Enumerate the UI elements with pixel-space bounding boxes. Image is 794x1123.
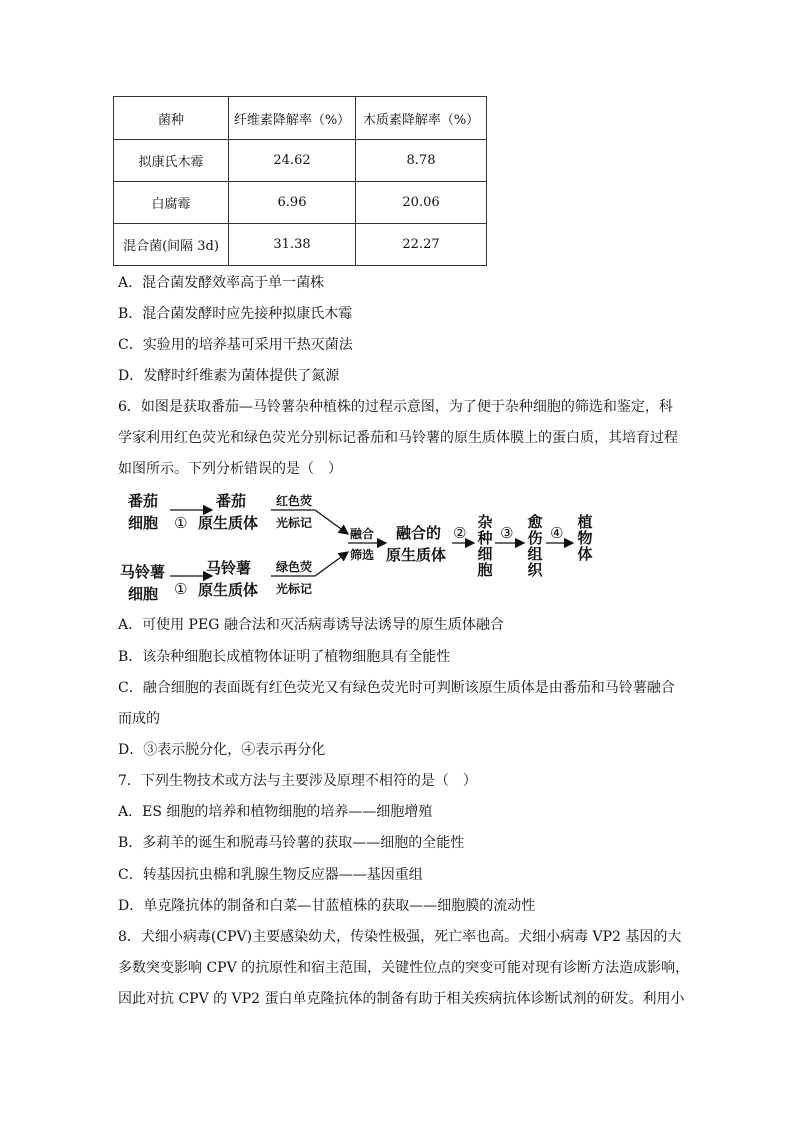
green-fluorescence-label: 绿色荧: [276, 560, 313, 574]
q6-stem-line: 学家利用红色荧光和绿色荧光分别标记番茄和马铃薯的原生质体膜上的蛋白质，其培育过程: [118, 430, 678, 446]
step-1-marker: ①: [174, 580, 188, 598]
q8-stem-line: 多数突变影响 CPV 的抗原性和宿主范围，关键性位点的突变可能对现有诊断方法造成影响，: [118, 960, 690, 976]
potato-protoplast-label: 马铃薯: [206, 559, 252, 577]
q6-stem-line: 6．如图是获取番茄—马铃薯杂种植株的过程示意图，为了便于杂种细胞的筛选和鉴定，科: [118, 399, 673, 415]
table-cell: 24.62: [229, 140, 356, 182]
q6-option-d: D．③表示脱分化，④表示再分化: [118, 742, 326, 758]
q5-option-c: C．实验用的培养基可采用干热灭菌法: [118, 337, 353, 353]
table-cell: 31.38: [229, 224, 356, 266]
tomato-protoplast-label: 番茄: [216, 492, 247, 510]
table-cell: 拟康氏木霉: [114, 140, 229, 182]
table-cell: 20.06: [356, 182, 487, 224]
table-cell: 混合菌(间隔 3d): [114, 224, 229, 266]
step-4-marker: ④: [550, 524, 564, 542]
tomato-protoplast-label: 原生质体: [198, 514, 259, 532]
table-cell: 6.96: [229, 182, 356, 224]
q7-option-c: C．转基因抗虫棉和乳腺生物反应器——基因重组: [118, 867, 423, 883]
q8-stem-line: 8．犬细小病毒(CPV)主要感染幼犬，传染性极强，死亡率也高。犬细小病毒 VP2 基因的大: [118, 929, 682, 945]
potato-protoplast-label: 原生质体: [198, 581, 259, 599]
q7-option-d: D．单克隆抗体的制备和白菜—甘蓝植株的获取——细胞膜的流动性: [118, 898, 536, 914]
table-row: [114, 140, 487, 182]
q6-stem-line: 如图所示。下列分析错误的是（ ）: [118, 461, 342, 477]
tomato-cell-label: 番茄: [128, 492, 159, 510]
q6-option-b: B．该杂种细胞长成植物体证明了植物细胞具有全能性: [118, 649, 451, 665]
table-row: [114, 224, 487, 266]
hybrid-process-diagram: [118, 488, 598, 606]
plant-label: 植物体: [577, 513, 593, 563]
q6-option-c: C．融合细胞的表面既有红色荧光又有绿色荧光时可判断该原生质体是由番茄和马铃薯融合: [118, 680, 675, 696]
q6-option-a: A．可使用 PEG 融合法和灭活病毒诱导法诱导的原生质体融合: [118, 617, 504, 633]
red-fluorescence-label: 光标记: [276, 516, 313, 530]
q6-option-c-cont: 而成的: [118, 711, 160, 727]
potato-cell-label: 马铃薯: [120, 563, 166, 581]
callus-label: 愈伤组织: [527, 513, 543, 579]
fusion-screen-label: 筛选: [350, 548, 375, 562]
q5-option-b: B．混合菌发酵时应先接种拟康氏木霉: [118, 306, 353, 322]
step-2-marker: ②: [453, 524, 467, 542]
step-1-marker: ①: [174, 514, 188, 532]
step-3-marker: ③: [500, 524, 514, 542]
tomato-cell-label: 细胞: [128, 514, 159, 532]
table-header-row: [114, 97, 487, 140]
q8-stem-line: 因此对抗 CPV 的 VP2 蛋白单克隆抗体的制备有助于相关疾病抗体诊断试剂的研发。利用小: [118, 991, 685, 1007]
red-fluorescence-label: 红色荧: [276, 494, 313, 508]
degradation-table: [113, 96, 487, 266]
table-header: 菌种: [114, 97, 229, 140]
q7-stem: 7．下列生物技术或方法与主要涉及原理不相符的是（ ）: [118, 773, 477, 789]
green-fluorescence-label: 光标记: [276, 582, 313, 596]
q7-option-b: B．多莉羊的诞生和脱毒马铃薯的获取——细胞的全能性: [118, 835, 465, 851]
q5-option-d: D．发酵时纤维素为菌体提供了氮源: [118, 368, 340, 384]
fusion-screen-label: 融合: [350, 527, 375, 541]
table-cell: 22.27: [356, 224, 487, 266]
hybrid-cell-label: 杂种细胞: [477, 513, 493, 579]
table-header: 木质素降解率（%）: [356, 97, 487, 140]
potato-cell-label: 细胞: [128, 585, 159, 603]
table-cell: 白腐霉: [114, 182, 229, 224]
q5-option-a: A．混合菌发酵效率高于单一菌株: [118, 275, 325, 291]
table-header: 纤维素降解率（%）: [229, 97, 356, 140]
table-row: [114, 182, 487, 224]
table-cell: 8.78: [356, 140, 487, 182]
fused-protoplast-label: 原生质体: [386, 546, 447, 564]
fused-protoplast-label: 融合的: [396, 524, 442, 542]
q7-option-a: A．ES 细胞的培养和植物细胞的培养——细胞增殖: [118, 804, 433, 820]
diagram-arrows: [118, 488, 598, 606]
